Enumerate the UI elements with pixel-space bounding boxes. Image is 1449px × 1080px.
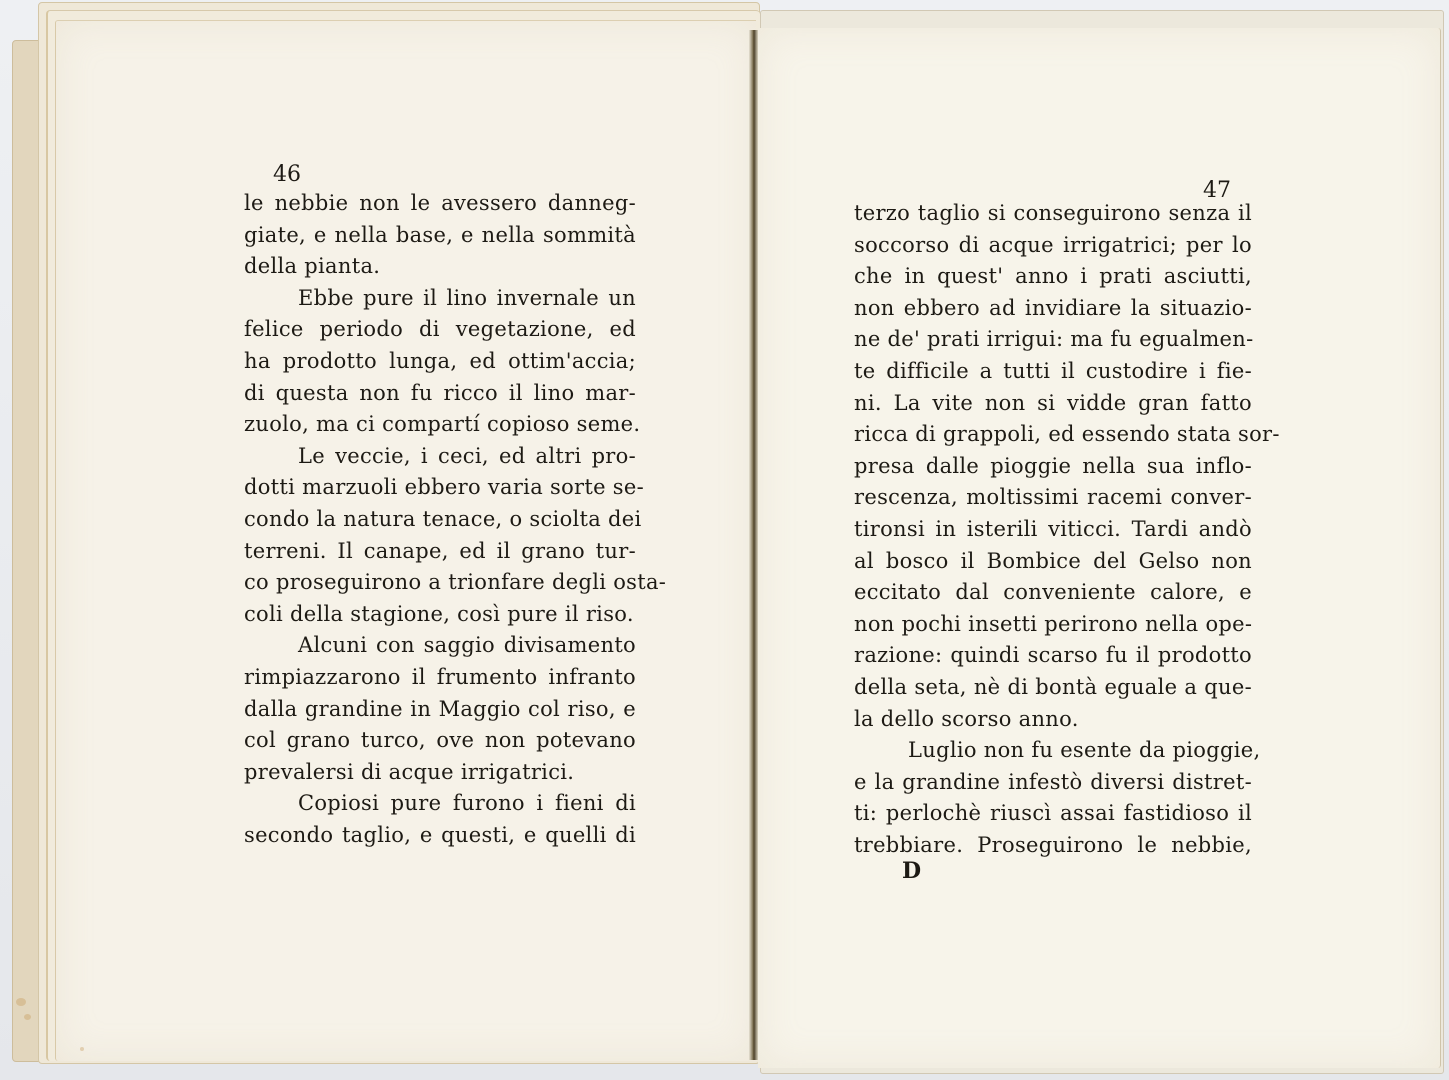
text-line: condo la natura tenace, o sciolta dei [244, 506, 642, 531]
text-line: Ebbe pure il lino invernale un [298, 285, 636, 310]
text-line: zuolo, ma ci compartí copioso seme. [244, 412, 641, 437]
signature-mark: D [902, 858, 922, 884]
text-line: Le veccie, i ceci, ed altri pro- [298, 443, 636, 468]
text-line: felice periodo di vegetazione, ed [244, 317, 636, 342]
text-line: giate, e nella base, e nella sommità [244, 222, 636, 247]
text-line: rescenza, moltissimi racemi conver- [854, 485, 1252, 510]
text-line: trebbiare. Proseguirono le nebbie, [854, 832, 1252, 857]
text-line: dalla grandine in Maggio col riso, e [244, 696, 636, 721]
text-line: terreni. Il canape, ed il grano tur- [244, 538, 636, 563]
text-line: ni. La vite non si vidde gran fatto [854, 390, 1252, 415]
page-number-right: 47 [1203, 178, 1231, 203]
text-line: soccorso di acque irrigatrici; per lo [854, 232, 1252, 257]
text-line: al bosco il Bombice del Gelso non [854, 548, 1252, 573]
text-line: ti: perlochè riuscì assai fastidioso il [854, 801, 1252, 826]
text-line: tironsi in isterili viticci. Tardi andò [854, 516, 1252, 541]
text-line: rimpiazzarono il frumento infranto [244, 664, 636, 689]
text-line: coli della stagione, così pure il riso. [244, 601, 634, 626]
text-line: dotti marzuoli ebbero varia sorte se- [244, 475, 644, 500]
text-line: ha prodotto lunga, ed ottim'accia; [244, 348, 636, 373]
text-line: secondo taglio, e questi, e quelli di [244, 822, 636, 847]
text-line: che in quest' anno i prati asciutti, [854, 264, 1252, 289]
text-line: Luglio non fu esente da pioggie, [908, 738, 1261, 763]
text-line: non pochi insetti perirono nella ope- [854, 611, 1253, 636]
text-line: razione: quindi scarso fu il prodotto [854, 643, 1252, 668]
text-line: della seta, nè di bontà eguale a que- [854, 674, 1252, 699]
text-line: te difficile a tutti il custodire i fie- [854, 358, 1252, 383]
text-line: col grano turco, ove non potevano [244, 728, 636, 753]
text-line: Alcuni con saggio divisamento [298, 633, 636, 658]
text-line: le nebbie non le avessero danneg- [244, 191, 636, 215]
foxing-stain [16, 998, 26, 1006]
text-line: e la grandine infestò diversi distret- [854, 769, 1252, 794]
foxing-stain [24, 1014, 31, 1020]
text-line: ricca di grappoli, ed essendo stata sor- [854, 422, 1280, 447]
book-gutter [749, 30, 758, 1060]
text-line: Copiosi pure furono i fieni di [298, 791, 636, 816]
text-line: di questa non fu ricco il lino mar- [244, 380, 636, 405]
left-page-text [244, 188, 667, 851]
foxing-stain [80, 1047, 84, 1051]
text-line: non ebbero ad invidiare la situazio- [854, 295, 1252, 320]
page-number-left: 46 [273, 162, 301, 187]
text-line: presa dalle pioggie nella sua inflo- [854, 453, 1252, 478]
text-line: della pianta. [244, 254, 381, 279]
text-line: terzo taglio si conseguirono senza il [854, 201, 1252, 225]
text-line: la dello scorso anno. [854, 706, 1079, 731]
text-line: co proseguirono a trionfare degli osta- [244, 570, 667, 595]
text-line: prevalersi di acque irrigatrici. [244, 759, 575, 784]
text-line: eccitato dal conveniente calore, e [854, 580, 1252, 605]
text-line: ne de' prati irrigui: ma fu egualmen- [854, 327, 1254, 352]
right-page-text [854, 198, 1280, 861]
